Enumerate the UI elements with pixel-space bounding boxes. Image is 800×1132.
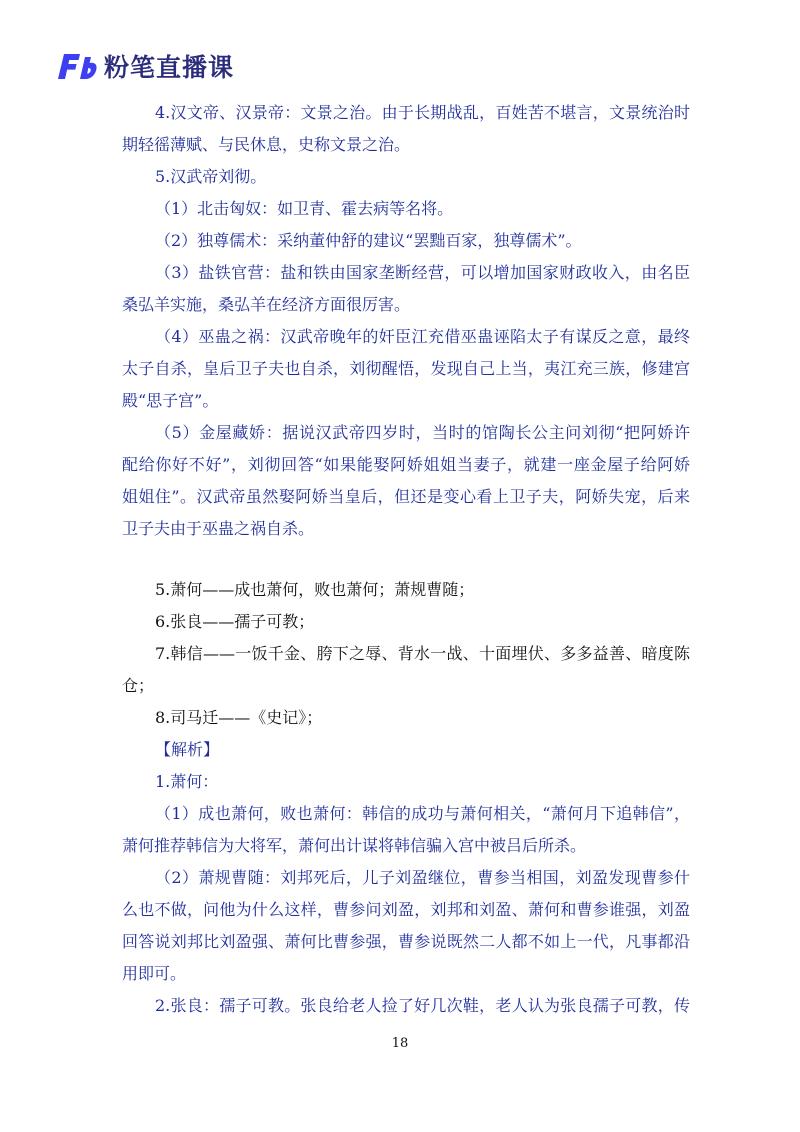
answer-line: 仓；: [122, 676, 155, 695]
answer-line: 7.韩信——一饭千金、胯下之辱、背水一战、十面埋伏、多多益善、暗度陈: [155, 644, 690, 663]
paragraph-line: 2.张良：孺子可教。张良给老人捡了好几次鞋，老人认为张良孺子可教，传: [155, 996, 690, 1015]
paragraph-line: 么也不做，问他为什么这样，曹参问刘盈，刘邦和刘盈、萧何和曹参谁强，刘盈: [122, 900, 690, 919]
paragraph-line: （4）巫蛊之祸：汉武帝晚年的奸臣江充借巫蛊诬陷太子有谋反之意，最终: [155, 327, 690, 346]
paragraph-line: 桑弘羊实施，桑弘羊在经济方面很厉害。: [122, 295, 411, 314]
brand-logo: [56, 48, 234, 84]
fb-logo-icon: [56, 51, 98, 81]
paragraph-line: （1）北击匈奴：如卫青、霍去病等名将。: [155, 199, 454, 218]
paragraph-line: （3）盐铁官营：盐和铁由国家垄断经营，可以增加国家财政收入，由名臣: [155, 263, 690, 282]
paragraph-line: 用即可。: [122, 964, 187, 983]
paragraph-line: （5）金屋藏娇：据说汉武帝四岁时，当时的馆陶长公主问刘彻“把阿娇许: [155, 423, 690, 442]
paragraph-line: 姐姐住”。汉武帝虽然娶阿娇当皇后，但还是变心看上卫子夫，阿娇失宠，后来: [122, 487, 690, 506]
paragraph-line: 回答说刘邦比刘盈强、萧何比曹参强，曹参说既然二人都不如上一代，凡事都沿: [122, 932, 690, 951]
paragraph-line: 萧何推荐韩信为大将军，萧何出计谋将韩信骗入宫中被吕后所杀。: [122, 836, 587, 855]
paragraph-line: 4.汉文帝、汉景帝：文景之治。由于长期战乱，百姓苦不堪言，文景统治时: [155, 103, 690, 122]
paragraph-line: （2）萧规曹随：刘邦死后，儿子刘盈继位，曹参当相国，刘盈发现曹参什: [155, 868, 690, 887]
answer-line: 5.萧何——成也萧何，败也萧何；萧规曹随；: [155, 580, 475, 599]
paragraph-line: 卫子夫由于巫蛊之祸自杀。: [122, 519, 315, 538]
paragraph-line: 太子自杀，皇后卫子夫也自杀，刘彻醒悟，发现自己上当，夷江充三族，修建宫: [122, 359, 690, 378]
brand-name: 粉笔直播课: [104, 53, 235, 82]
paragraph-line: （1）成也萧何，败也萧何：韩信的成功与萧何相关，“萧何月下追韩信”，: [155, 804, 690, 823]
analysis-heading: 【解析】: [155, 740, 220, 759]
page-number: 18: [391, 1036, 409, 1051]
answer-line: 6.张良——孺子可教；: [155, 612, 315, 631]
paragraph-line: 期轻徭薄赋、与民休息，史称文景之治。: [122, 135, 411, 154]
paragraph-line: 配给你好不好”，刘彻回答“如果能娶阿娇姐姐当妻子，就建一座金屋子给阿娇: [122, 455, 690, 474]
answer-line: 8.司马迁——《史记》；: [155, 708, 323, 727]
section-heading: 5.汉武帝刘彻。: [155, 167, 267, 186]
section-heading: 1.萧何：: [155, 772, 219, 791]
paragraph-line: （2）独尊儒术：采纳董仲舒的建议“罢黜百家，独尊儒术”。: [155, 231, 582, 250]
paragraph-line: 殿“思子宫”。: [122, 391, 219, 410]
